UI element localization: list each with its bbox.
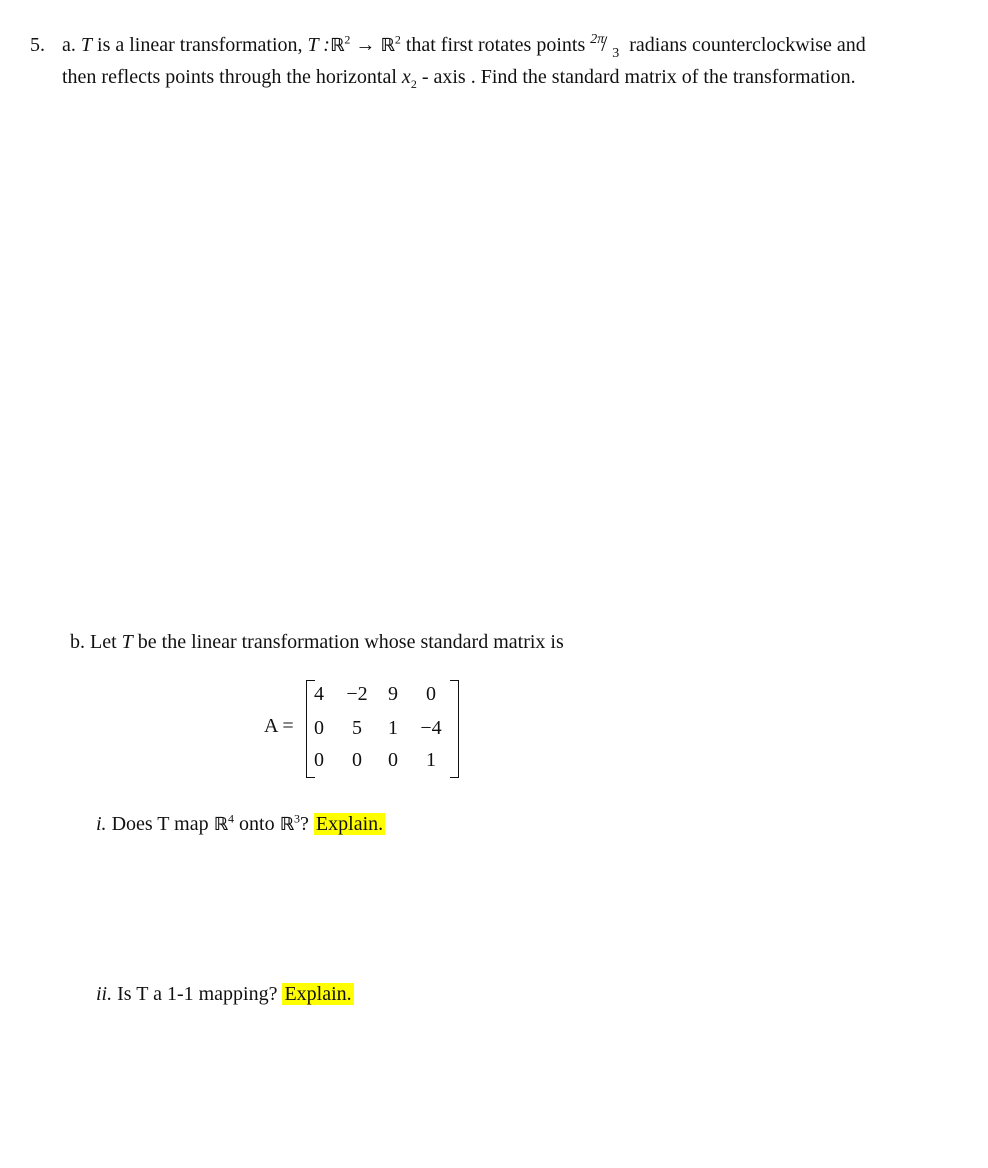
angle-numerator: 2π	[590, 32, 605, 48]
matrix-cell: 1	[388, 717, 398, 739]
question-ii-explain-highlight: Explain.	[284, 983, 352, 1005]
axis-instruction-text: - axis . Find the standard matrix of the transformation.	[421, 66, 856, 88]
question-i-label: i.	[96, 813, 107, 835]
part-a-line-2	[62, 65, 856, 89]
question-i-onto: onto	[239, 813, 275, 835]
question-ii-text: Is T a 1-1 mapping?	[117, 983, 278, 1005]
part-a-intro-text: is a linear transformation,	[97, 34, 303, 56]
matrix-cell: 0	[314, 749, 324, 771]
matrix-cell: −2	[346, 683, 368, 705]
matrix-cell: 9	[388, 683, 398, 705]
matrix-cell: 0	[388, 749, 398, 771]
question-i-mark: ?	[300, 813, 309, 835]
fraction-slash: /	[601, 31, 608, 57]
matrix-right-bracket	[450, 680, 459, 778]
part-a-label: a.	[62, 34, 76, 56]
question-i-text-1: Does T map	[111, 813, 209, 835]
part-b-text: be the linear transformation whose standard matrix is	[137, 631, 564, 653]
radians-text: radians counterclockwise and	[629, 34, 866, 56]
codomain-R-symbol: ℝ	[279, 814, 295, 835]
reflect-text: then reflects points through the horizontal	[62, 66, 397, 88]
matrix-cell: 5	[352, 717, 362, 739]
rotation-angle-fraction	[590, 31, 624, 62]
rotation-text: that first rotates points	[405, 34, 586, 56]
domain-exponent: 2	[344, 32, 351, 47]
matrix-cell: −4	[420, 717, 442, 739]
matrix-cell: 1	[426, 749, 436, 771]
part-b-label: b. Let	[70, 631, 117, 653]
matrix-A	[264, 678, 464, 778]
angle-denominator: 3	[612, 46, 620, 62]
codomain-exponent: 2	[394, 32, 401, 47]
map-notation: T :	[307, 34, 330, 56]
arrow-symbol: →	[355, 34, 376, 56]
part-a-line-1	[62, 31, 866, 62]
part-b-line	[70, 630, 564, 654]
x-subscript: 2	[410, 77, 417, 91]
codomain-R-symbol: ℝ	[380, 35, 395, 56]
domain-exponent: 4	[228, 811, 235, 826]
matrix-cell: 0	[314, 717, 324, 739]
matrix-cell: 4	[314, 683, 324, 705]
question-ii-label: ii.	[96, 983, 113, 1005]
question-number: 5.	[30, 34, 45, 56]
matrix-cell: 0	[426, 683, 436, 705]
matrix-lhs: A =	[264, 715, 294, 737]
question-ii	[96, 982, 354, 1006]
question-i	[96, 812, 385, 837]
codomain-exponent: 3	[294, 811, 301, 826]
domain-R-symbol: ℝ	[329, 35, 345, 56]
part-b-var-T: T	[121, 631, 133, 653]
question-i-explain-highlight: Explain.	[315, 813, 384, 835]
var-T: T	[80, 34, 93, 56]
matrix-cell: 0	[352, 749, 362, 771]
domain-R-symbol: ℝ	[213, 814, 229, 835]
x-variable: x	[401, 66, 411, 88]
